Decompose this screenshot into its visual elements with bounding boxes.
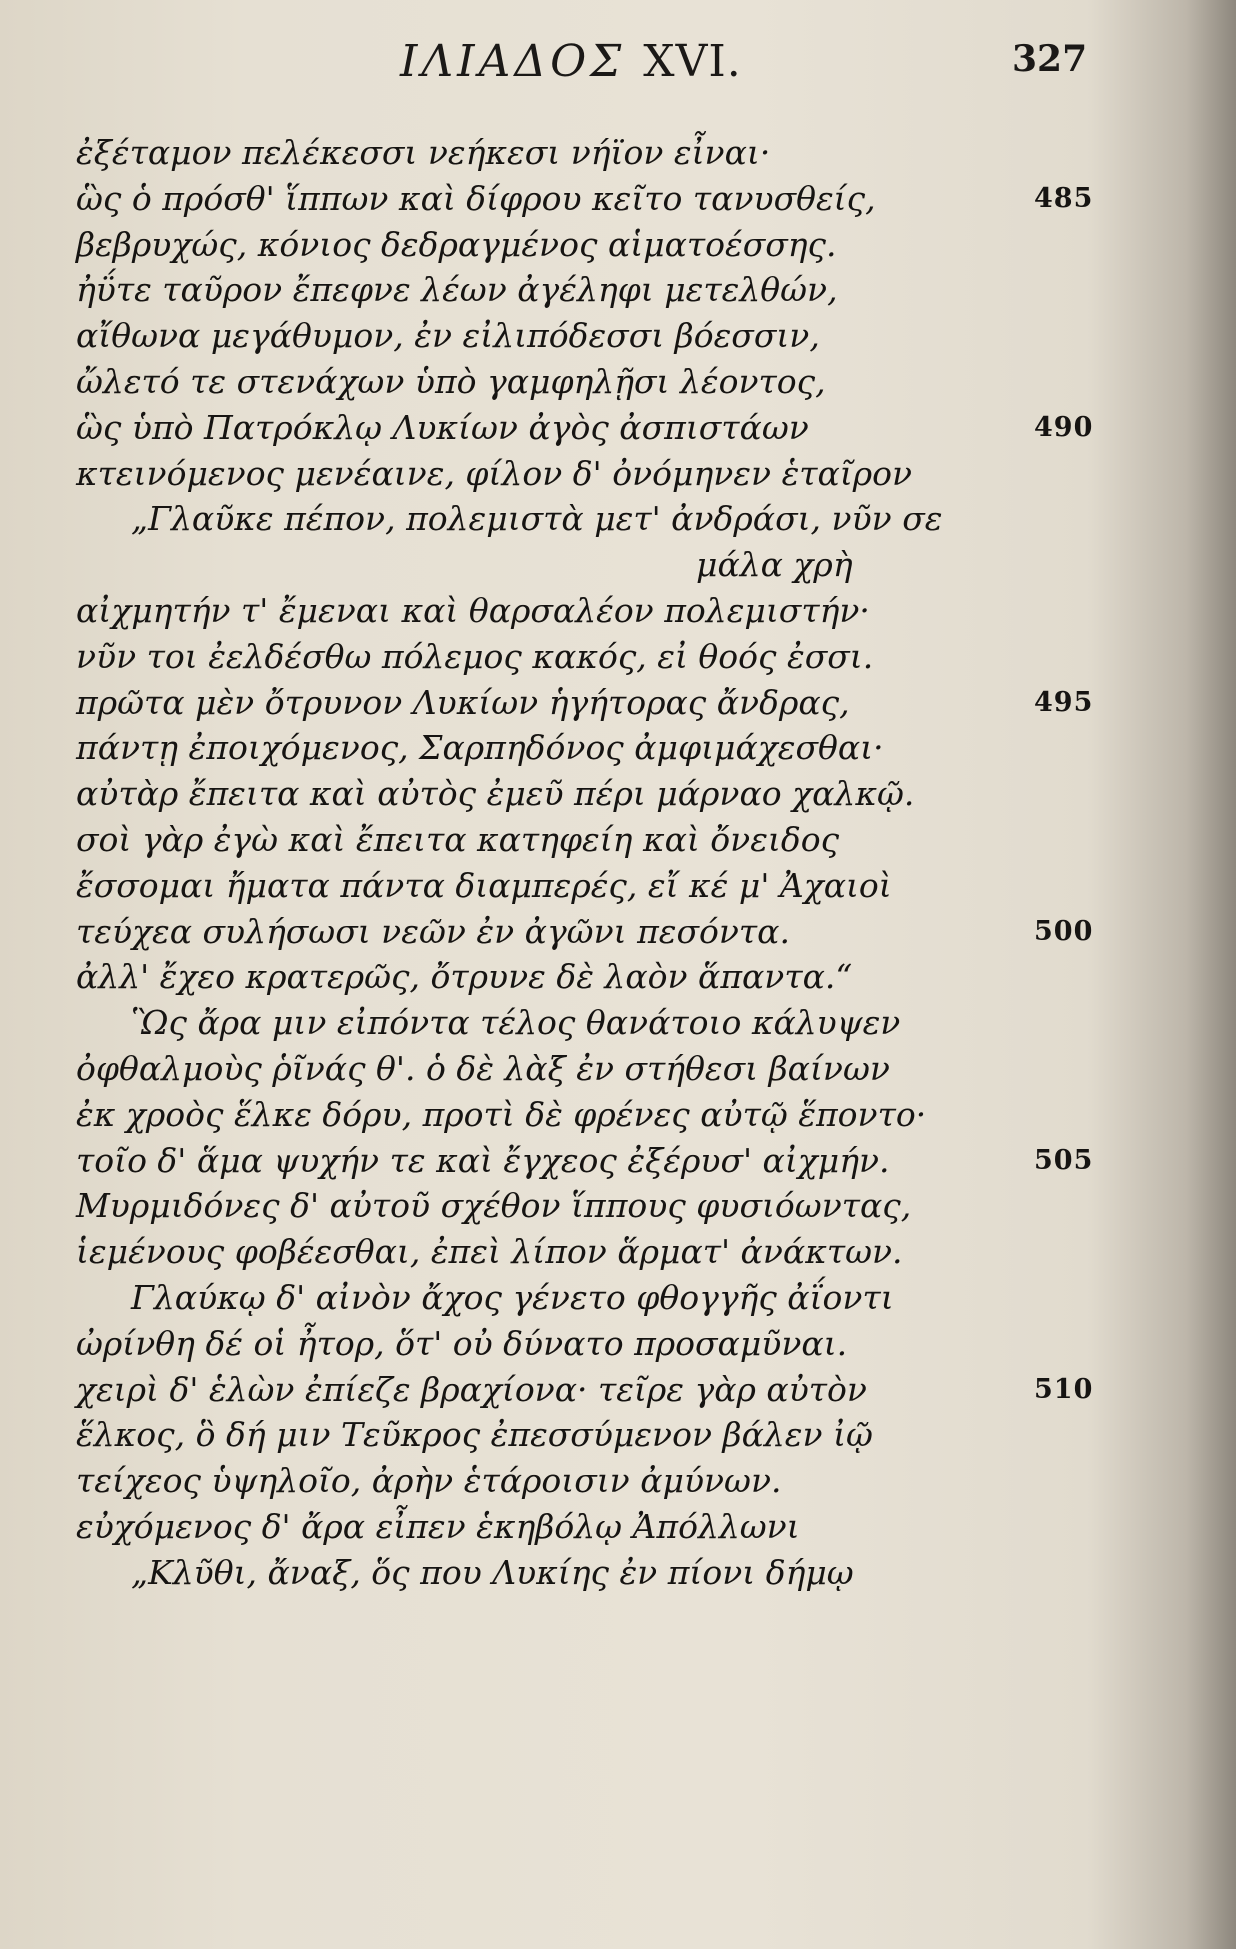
verse-text: χειρὶ δ' ἑλὼν ἐπίεζε βραχίονα· τεῖρε γὰρ αὐτὸν: [76, 1369, 867, 1409]
verse-text: βεβρυχώς, κόνιος δεδραγμένος αἱματοέσσης.: [76, 224, 837, 264]
verse-text: ἀλλ' ἔχεο κρατερῶς, ὄτρυνε δὲ λαὸν ἅπαντα.“: [76, 957, 853, 997]
verse-text: σοὶ γὰρ ἐγὼ καὶ ἔπειτα κατηφείη καὶ ὄνειδος: [76, 819, 840, 859]
verse-text: ὣς ὁ πρόσθ' ἵππων καὶ δίφρου κεῖτο τανυσθείς,: [76, 178, 876, 218]
running-head-book: XVI.: [643, 36, 742, 87]
verse-line: [76, 1367, 1094, 1413]
verse-text: νῦν τοι ἐελδέσθω πόλεμος κακός, εἰ θοός ἐσσι.: [76, 636, 874, 676]
verse-line: [76, 909, 1094, 955]
verse-line: [76, 1138, 1094, 1184]
verse-line: [76, 359, 1086, 405]
verse-line: [76, 130, 1086, 176]
verse-line: [76, 725, 1086, 771]
line-number: 500: [1034, 915, 1094, 947]
verse-text: ὤλετό τε στενάχων ὑπὸ γαμφηλῇσι λέοντος,: [76, 361, 826, 401]
verse-text: ὀφθαλμοὺς ῥῖνάς θ'. ὁ δὲ λὰξ ἐν στήθεσι βαίνων: [76, 1048, 890, 1088]
verse-text: Γλαύκῳ δ' αἰνὸν ἄχος γένετο φθογγῆς ἀΐοντι: [131, 1277, 894, 1317]
verse-text: αἴθωνα μεγάθυμον, ἐν εἰλιπόδεσσι βόεσσιν,: [76, 316, 820, 356]
verse-text: τείχεος ὑψηλοῖο, ἀρὴν ἑτάροισιν ἀμύνων.: [76, 1461, 782, 1501]
verse-text: κτεινόμενος μενέαινε, φίλον δ' ὀνόμηνεν ἑταῖρον: [76, 453, 913, 493]
running-head: [400, 36, 742, 87]
verse-text: ἕλκος, ὃ δή μιν Τεῦκρος ἐπεσσύμενον βάλεν ἰῷ: [76, 1415, 873, 1455]
line-number: 505: [1034, 1144, 1094, 1176]
running-head-title: ΙΛΙΑΔΟΣ: [400, 36, 626, 87]
verse-text: τεύχεα συλήσωσι νεῶν ἐν ἀγῶνι πεσόντα.: [76, 911, 790, 951]
verse-text: Ὣς ἄρα μιν εἰπόντα τέλος θανάτοιο κάλυψεν: [131, 1003, 901, 1043]
verse-text: αἰχμητήν τ' ἔμεναι καὶ θαρσαλέον πολεμιστήν·: [76, 590, 870, 630]
line-number: 485: [1034, 182, 1094, 214]
verse-line: [76, 863, 1086, 909]
verse-line: [76, 1504, 1086, 1550]
verse-line: [76, 1229, 1086, 1275]
verse-line: [76, 267, 1086, 313]
verse-text: Μυρμιδόνες δ' αὐτοῦ σχέθον ἵππους φυσιόωντας,: [76, 1186, 912, 1226]
verse-text: „Κλῦθι, ἄναξ, ὅς που Λυκίης ἐν πίονι δήμῳ: [131, 1552, 854, 1592]
verse-text: αὐτὰρ ἔπειτα καὶ αὐτὸς ἐμεῦ πέρι μάρναο χαλκῷ.: [76, 774, 915, 814]
verse-line: [76, 680, 1094, 726]
verse-text: τοῖο δ' ἅμα ψυχήν τε καὶ ἔγχεος ἐξέρυσ' αἰχμήν.: [76, 1140, 890, 1180]
verse-line: [76, 954, 1086, 1000]
verse-text: ἐκ χροὸς ἕλκε δόρυ, προτὶ δὲ φρένες αὐτῷ ἕποντο·: [76, 1094, 927, 1134]
line-number: 510: [1034, 1373, 1094, 1405]
verse-line: [76, 1046, 1086, 1092]
verse-text: ἔσσομαι ἤματα πάντα διαμπερές, εἴ κέ μ' Ἀχαιοὶ: [76, 865, 892, 905]
verse-text: ἠΰτε ταῦρον ἔπεφνε λέων ἀγέληφι μετελθών,: [76, 270, 838, 310]
verse-line: [76, 1183, 1086, 1229]
verse-text: ὠρίνθη δέ οἱ ἦτορ, ὅτ' οὐ δύνατο προσαμῦναι.: [76, 1323, 848, 1363]
verse-line: [76, 588, 1086, 634]
verse-line: [76, 1550, 1086, 1596]
verse-line: [76, 222, 1086, 268]
verse-text: μάλα χρὴ: [696, 545, 853, 585]
verse-line: [76, 405, 1094, 451]
verse-line: [76, 634, 1086, 680]
verse-line: [76, 451, 1086, 497]
verse-text: ἐξέταμον πελέκεσσι νεήκεσι νήϊον εἶναι·: [76, 133, 771, 172]
verse-text: εὐχόμενος δ' ἄρα εἶπεν ἑκηβόλῳ Ἀπόλλωνι: [76, 1506, 800, 1546]
page-number: 327: [1012, 38, 1088, 80]
verse-line: [76, 1458, 1086, 1504]
verse-line: [76, 496, 1086, 542]
verse-block: [76, 130, 1094, 1596]
verse-line: [76, 542, 1086, 588]
verse-line: [76, 1092, 1086, 1138]
line-number: 490: [1034, 411, 1094, 443]
verse-line: [76, 1000, 1086, 1046]
verse-line: [76, 817, 1086, 863]
verse-line: [76, 1275, 1086, 1321]
verse-line: [76, 771, 1086, 817]
verse-line: [76, 1412, 1086, 1458]
verse-text: „Γλαῦκε πέπον, πολεμιστὰ μετ' ἀνδράσι, νῦν σε: [131, 499, 943, 539]
verse-text: πάντῃ ἐποιχόμενος, Σαρπηδόνος ἀμφιμάχεσθαι·: [76, 728, 884, 768]
line-number: 495: [1034, 686, 1094, 718]
verse-text: ἱεμένους φοβέεσθαι, ἐπεὶ λίπον ἅρματ' ἀνάκτων.: [76, 1232, 903, 1272]
verse-line: [76, 313, 1086, 359]
verse-line: [76, 1321, 1086, 1367]
verse-text: ὣς ὑπὸ Πατρόκλῳ Λυκίων ἀγὸς ἀσπιστάων: [76, 407, 809, 447]
verse-text: πρῶτα μὲν ὄτρυνον Λυκίων ἡγήτορας ἄνδρας,: [76, 682, 850, 722]
verse-line: [76, 176, 1094, 222]
